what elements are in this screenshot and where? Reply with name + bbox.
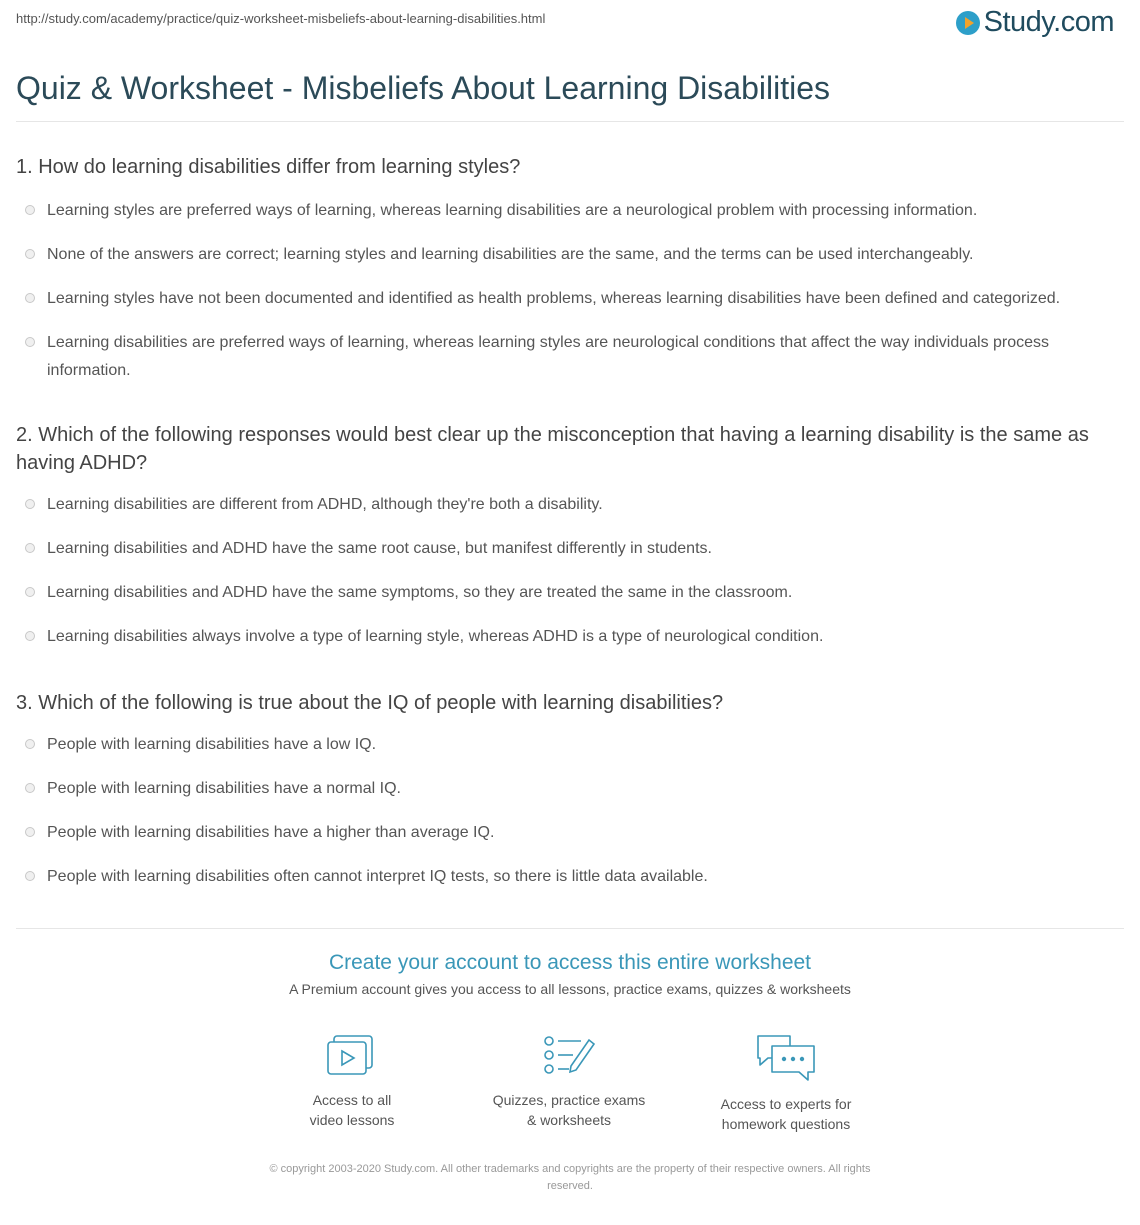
option-label: None of the answers are correct; learning styles and learning disabilities are the same, and the terms can be used interchangeably. xyxy=(47,246,974,263)
answer-option[interactable] xyxy=(16,491,1120,519)
answer-option[interactable] xyxy=(16,329,1120,385)
feature-label: Access to experts for homework questions xyxy=(720,1096,852,1132)
radio-button-icon[interactable] xyxy=(25,205,35,215)
question-text: 1. How do learning disabilities differ from learning styles? xyxy=(16,156,521,178)
page-url: http://study.com/academy/practice/quiz-worksheet-misbeliefs-about-learning-disabilities.html xyxy=(16,11,546,26)
question-3 xyxy=(16,689,1120,891)
study-logo[interactable] xyxy=(956,6,1114,39)
answer-option[interactable] xyxy=(16,731,1120,759)
answer-option[interactable] xyxy=(16,197,1120,225)
feature-experts xyxy=(686,1032,886,1134)
title-divider xyxy=(16,121,1124,122)
radio-button-icon[interactable] xyxy=(25,293,35,303)
radio-button-icon[interactable] xyxy=(25,587,35,597)
question-text: 2. Which of the following responses would best clear up the misconception that having a learning disability is the same as having ADHD? xyxy=(16,424,1089,474)
chat-bubbles-icon xyxy=(754,1032,818,1084)
cta-title[interactable]: Create your account to access this entire worksheet xyxy=(328,951,812,974)
feature-label: Quizzes, practice exams & worksheets xyxy=(492,1092,646,1128)
radio-button-icon[interactable] xyxy=(25,827,35,837)
radio-button-icon[interactable] xyxy=(25,499,35,509)
feature-video-lessons xyxy=(252,1032,452,1130)
feature-label: Access to all video lessons xyxy=(309,1092,395,1128)
answer-option[interactable] xyxy=(16,285,1120,313)
play-logo-icon xyxy=(956,11,980,35)
radio-button-icon[interactable] xyxy=(25,871,35,881)
radio-button-icon[interactable] xyxy=(25,543,35,553)
copyright-text: © copyright 2003-2020 Study.com. All other trademarks and copyrights are the property of their respective owners. All rights reserved. xyxy=(269,1163,871,1192)
answer-option[interactable] xyxy=(16,863,1120,891)
option-label: Learning disabilities and ADHD have the same symptoms, so they are treated the same in the classroom. xyxy=(47,584,793,601)
answer-option[interactable] xyxy=(16,775,1120,803)
option-label: People with learning disabilities have a low IQ. xyxy=(47,736,377,753)
radio-button-icon[interactable] xyxy=(25,783,35,793)
video-lessons-icon xyxy=(324,1032,380,1080)
answer-option[interactable] xyxy=(16,819,1120,847)
option-label: People with learning disabilities have a normal IQ. xyxy=(47,780,401,797)
option-label: People with learning disabilities often cannot interpret IQ tests, so there is little data available. xyxy=(47,868,708,885)
option-label: People with learning disabilities have a higher than average IQ. xyxy=(47,824,495,841)
top-bar xyxy=(0,0,1140,56)
section-divider xyxy=(16,928,1124,929)
radio-button-icon[interactable] xyxy=(25,631,35,641)
answer-option[interactable] xyxy=(16,535,1120,563)
feature-quizzes xyxy=(469,1032,669,1130)
question-2 xyxy=(16,421,1120,651)
option-label: Learning styles have not been documented and identified as health problems, whereas learning disabilities have been defined and categorized. xyxy=(47,290,1061,307)
answer-option[interactable] xyxy=(16,241,1120,269)
cta-subtitle: A Premium account gives you access to all lessons, practice exams, quizzes & worksheets xyxy=(289,981,851,997)
option-label: Learning styles are preferred ways of learning, whereas learning disabilities are a neurological problem with processing information. xyxy=(47,202,978,219)
question-1 xyxy=(16,153,1120,385)
option-label: Learning disabilities are different from ADHD, although they're both a disability. xyxy=(47,496,603,513)
option-label: Learning disabilities are preferred ways of learning, whereas learning styles are neurological conditions that affect the way individuals process information. xyxy=(47,334,1050,379)
option-label: Learning disabilities always involve a type of learning style, whereas ADHD is a type of neurological condition. xyxy=(47,628,824,645)
answer-option[interactable] xyxy=(16,579,1120,607)
answer-option[interactable] xyxy=(16,623,1120,651)
logo-text: Study.com xyxy=(983,6,1114,38)
question-text: 3. Which of the following is true about the IQ of people with learning disabilities? xyxy=(16,692,724,714)
radio-button-icon[interactable] xyxy=(25,739,35,749)
radio-button-icon[interactable] xyxy=(25,249,35,259)
page-title: Quiz & Worksheet - Misbeliefs About Learning Disabilities xyxy=(16,70,830,106)
radio-button-icon[interactable] xyxy=(25,337,35,347)
quiz-checklist-icon xyxy=(541,1032,597,1080)
option-label: Learning disabilities and ADHD have the same root cause, but manifest differently in students. xyxy=(47,540,712,557)
